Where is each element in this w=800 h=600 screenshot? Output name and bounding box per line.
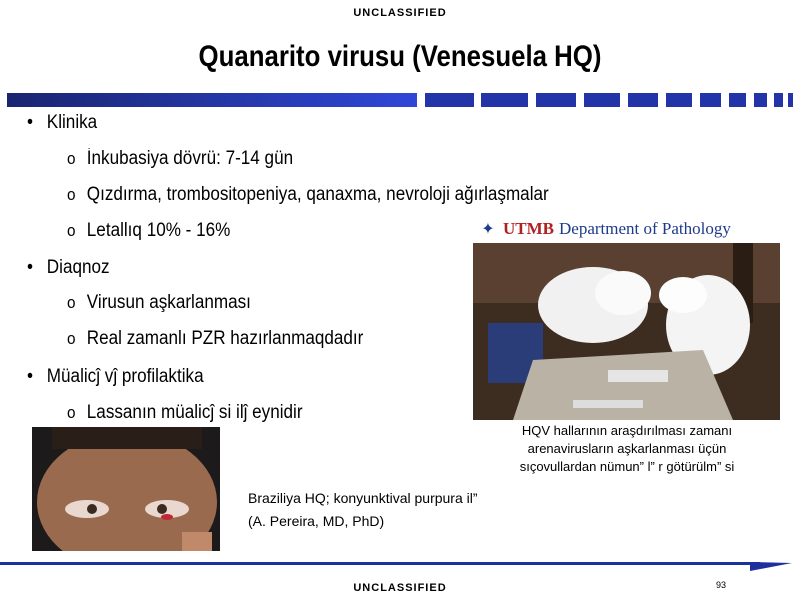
header-bar-segment bbox=[628, 93, 658, 107]
header-bar-segment bbox=[729, 93, 746, 107]
header-bar-segment bbox=[774, 93, 783, 107]
caption-right-line: arenavirusların aşkarlanması üçün bbox=[527, 441, 727, 456]
sub-incubation: o İnkubasiya dövrü: 7-14 gün bbox=[67, 148, 294, 169]
header-bar-segment bbox=[700, 93, 721, 107]
bullet-diaqnoz: • Diaqnoz bbox=[27, 257, 110, 278]
sub-symptoms: o Qızdırma, trombositopeniya, qanaxma, nevroloji ağırlaşmalar bbox=[67, 184, 549, 205]
arrow-icon bbox=[750, 553, 792, 573]
classification-bottom: UNCLASSIFIED bbox=[353, 582, 447, 594]
sub-virus-detection: o Virusun aşkarlanması bbox=[67, 292, 251, 313]
sub-lassa: o Lassanın müalicĵ si ilĵ eynidir bbox=[67, 402, 303, 423]
utmb-logo-bold: UTMB bbox=[503, 219, 554, 238]
header-bar-segment bbox=[481, 93, 528, 107]
utmb-logo-text: Department of Pathology bbox=[559, 219, 731, 238]
header-bar-segment bbox=[754, 93, 767, 107]
header-bar-segment bbox=[425, 93, 474, 107]
patient-face bbox=[32, 427, 220, 551]
bullet-treatment: • Müalicĵ vĵ profilaktika bbox=[27, 366, 204, 387]
caption-left-line: Braziliya HQ; konyunktival purpura il” bbox=[248, 490, 478, 506]
photo-caption-left bbox=[248, 487, 478, 533]
bullet-klinika: • Klinika bbox=[27, 112, 98, 133]
header-bar-segment bbox=[788, 93, 793, 107]
header-bar bbox=[7, 93, 417, 107]
header-bar-segment bbox=[666, 93, 692, 107]
caption-left-line: (A. Pereira, MD, PhD) bbox=[248, 513, 385, 529]
caption-right-line: sıçovullardan nümun” l” r götürülm” si bbox=[519, 459, 735, 474]
page-number: 93 bbox=[716, 580, 727, 590]
footer-line bbox=[0, 562, 760, 565]
photo-caption-right bbox=[472, 422, 782, 476]
field-scene bbox=[473, 215, 780, 420]
classification-top: UNCLASSIFIED bbox=[353, 7, 447, 19]
sub-lethality: o Letallıq 10% - 16% bbox=[67, 220, 231, 241]
star-icon: ✦ bbox=[481, 221, 495, 238]
slide-title: Quanarito virusu (Venesuela HQ) bbox=[198, 40, 602, 73]
field-sampling-photo bbox=[473, 215, 780, 420]
header-bar-segment bbox=[584, 93, 620, 107]
header-bar-segment bbox=[536, 93, 576, 107]
caption-right-line: HQV hallarının araşdırılması zamanı bbox=[521, 423, 733, 438]
patient-photo bbox=[32, 427, 220, 551]
sub-pcr: o Real zamanlı PZR hazırlanmaqdadır bbox=[67, 328, 364, 349]
